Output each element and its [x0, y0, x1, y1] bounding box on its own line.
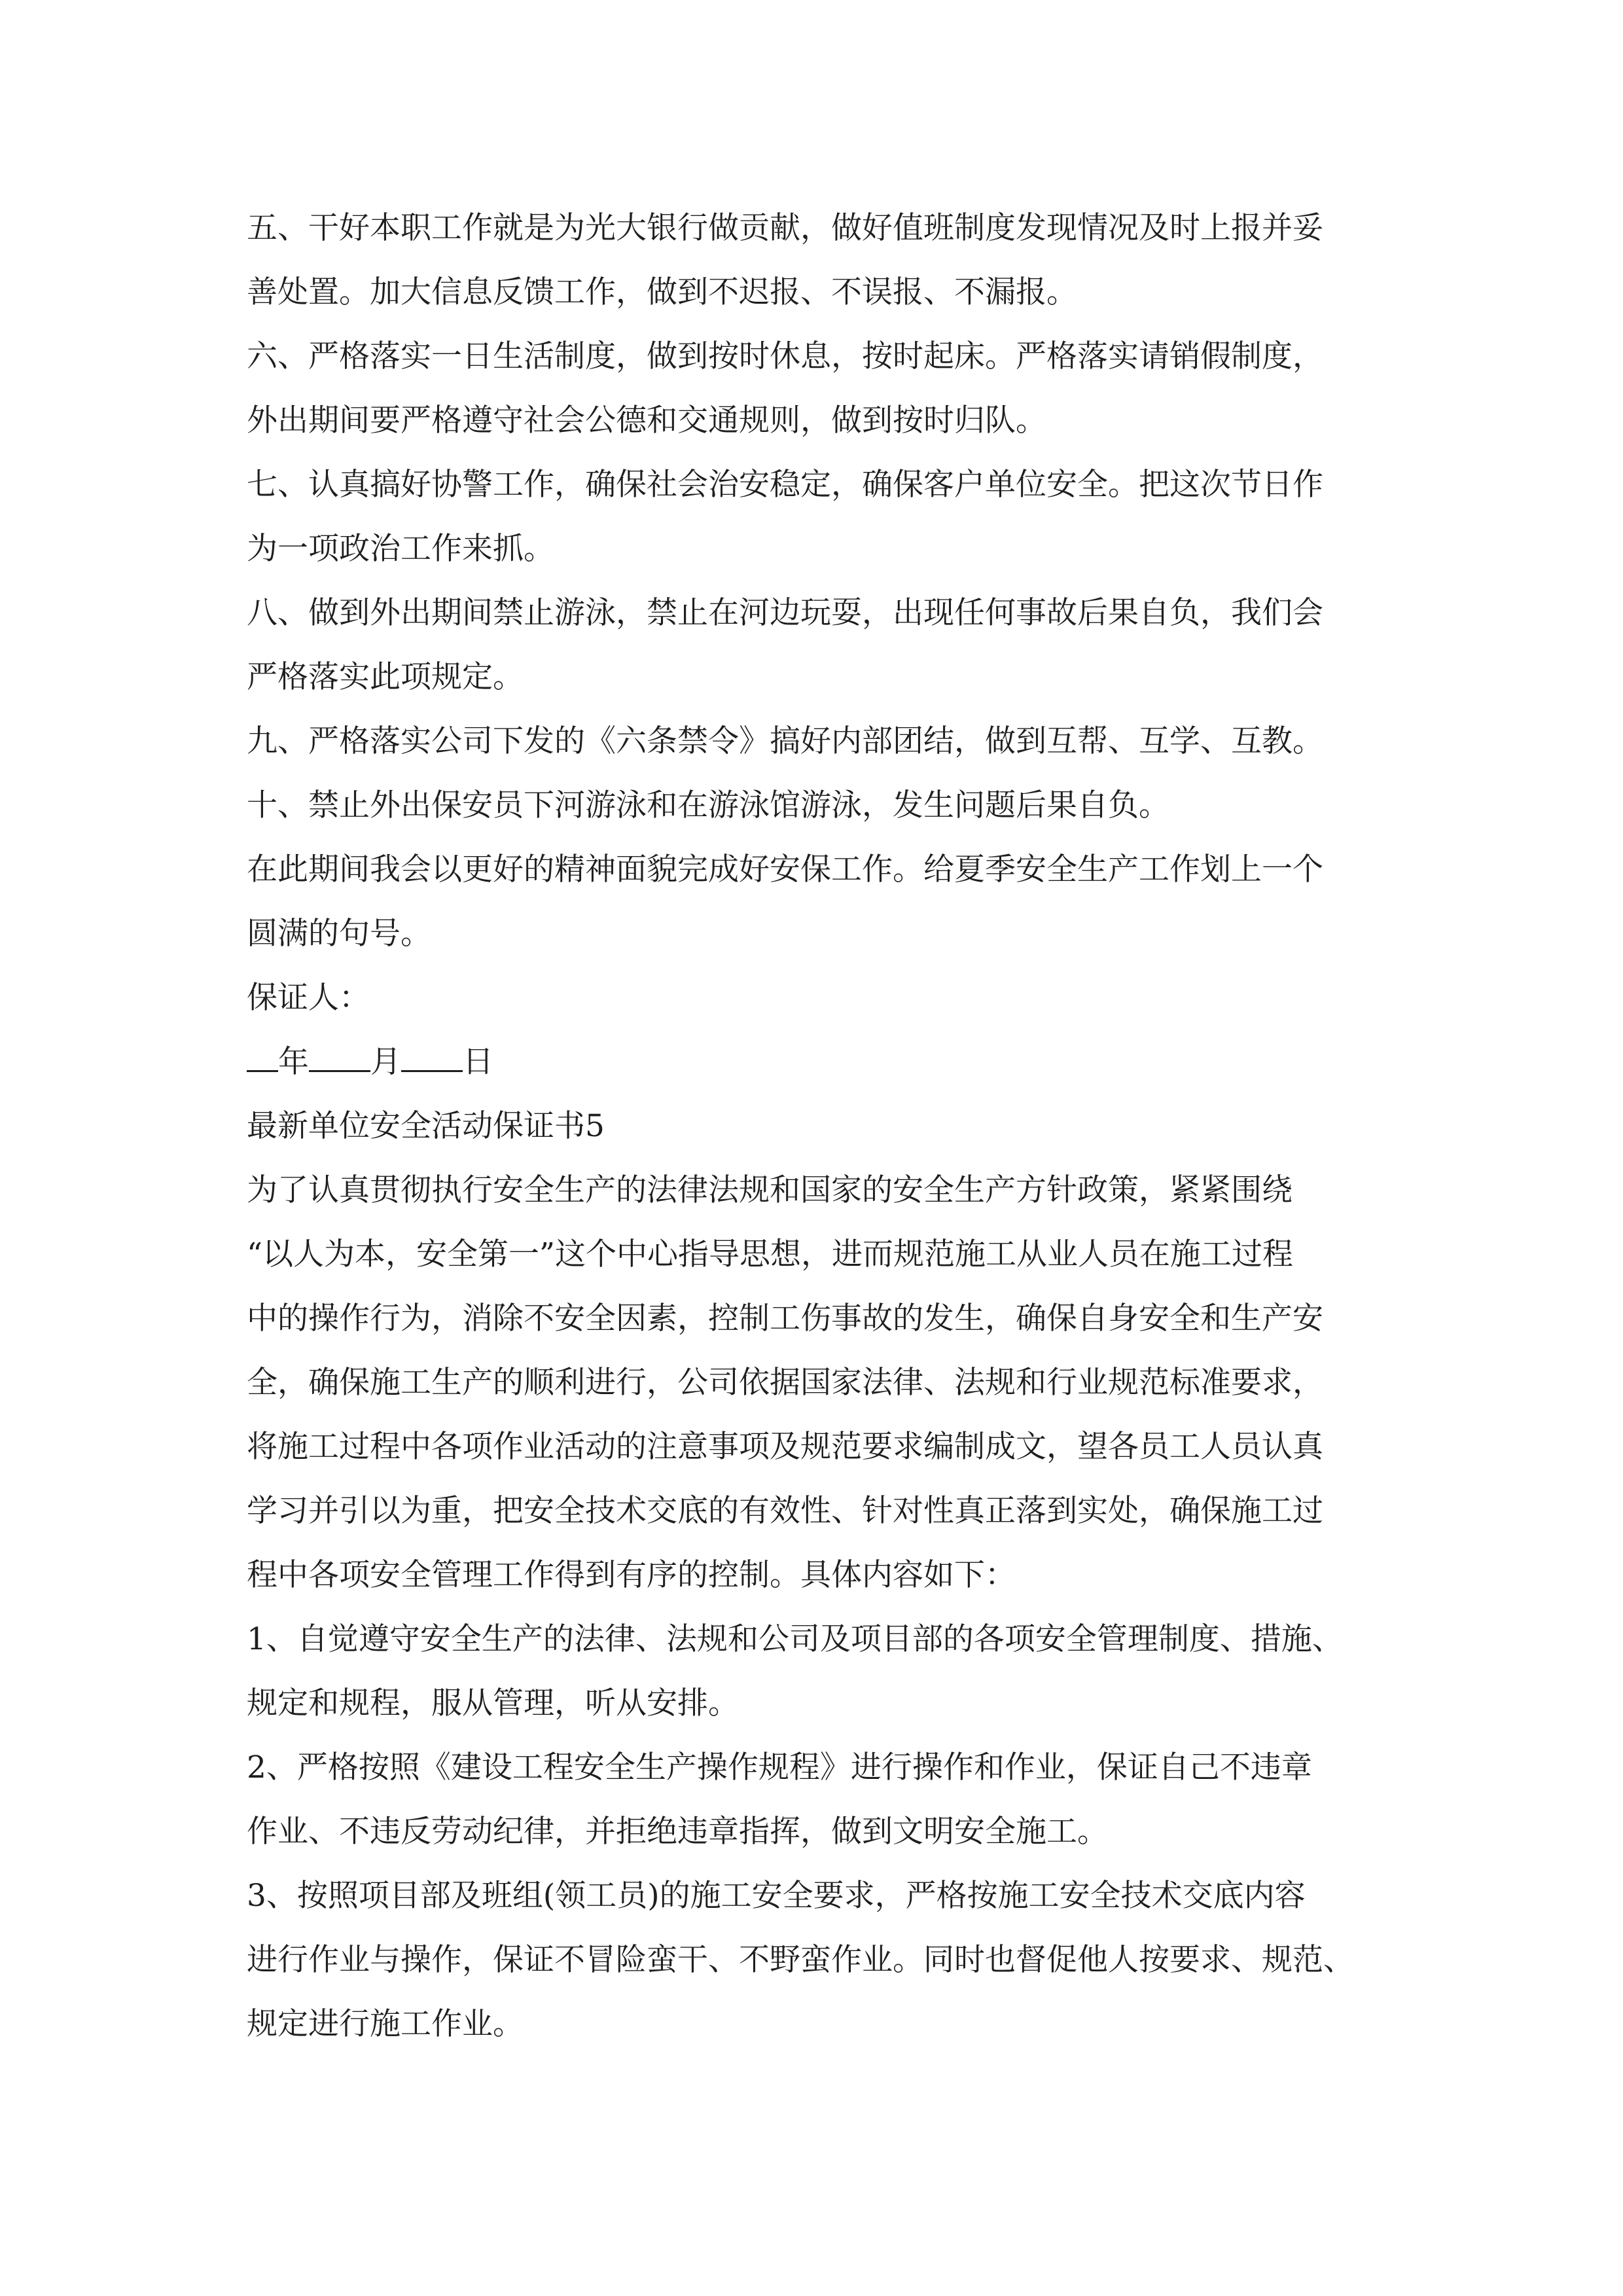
text-line: 3、按照项目部及班组(领工员)的施工安全要求，严格按施工安全技术交底内容 [247, 1878, 1306, 1914]
text-line: 十、禁止外出保安员下河游泳和在游泳馆游泳，发生问题后果自负。 [247, 787, 1169, 823]
text-line: 程中各项安全管理工作得到有序的控制。具体内容如下： [247, 1557, 1016, 1593]
text-line: 为一项政治工作来抓。 [247, 531, 554, 567]
text-line: 规定和规程，服从管理，听从安排。 [247, 1685, 739, 1721]
text-line: 作业、不违反劳动纪律，并拒绝违章指挥，做到文明安全施工。 [247, 1814, 1108, 1850]
month-blank [309, 1044, 370, 1072]
day-blank [401, 1044, 463, 1072]
date-line [247, 1030, 1405, 1094]
text-line: 进行作业与操作，保证不冒险蛮干、不野蛮作业。同时也督促他人按要求、规范、 [247, 1942, 1354, 1978]
text-line: 圆满的句号。 [247, 916, 431, 952]
text-line: 为了认真贯彻执行安全生产的法律法规和国家的安全生产方针政策，紧紧围绕 [247, 1172, 1293, 1208]
text-line: 规定进行施工作业。 [247, 2006, 524, 2042]
text-line: 善处置。加大信息反馈工作，做到不迟报、不误报、不漏报。 [247, 274, 1077, 310]
month-label: 月 [370, 1044, 401, 1080]
day-label: 日 [463, 1044, 493, 1080]
text-line: 将施工过程中各项作业活动的注意事项及规范要求编制成文，望各员工人员认真 [247, 1429, 1323, 1465]
signer-label: 保证人： [247, 980, 370, 1016]
text-line: 严格落实此项规定。 [247, 659, 524, 695]
text-line: “以人为本，安全第一”这个中心指导思想，进而规范施工从业人员在施工过程 [247, 1236, 1294, 1272]
text-line: 九、严格落实公司下发的《六条禁令》搞好内部团结，做到互帮、互学、互教。 [247, 723, 1323, 759]
text-line: 五、干好本职工作就是为光大银行做贡献，做好值班制度发现情况及时上报并妥 [247, 210, 1323, 246]
text-line: 全，确保施工生产的顺利进行，公司依据国家法律、法规和行业规范标准要求， [247, 1365, 1323, 1401]
text-line: 外出期间要严格遵守社会公德和交通规则，做到按时归队。 [247, 403, 1046, 439]
text-line: 学习并引以为重，把安全技术交底的有效性、针对性真正落到实处，确保施工过 [247, 1493, 1323, 1529]
text-line: 中的操作行为，消除不安全因素，控制工伤事故的发生，确保自身安全和生产安 [247, 1300, 1323, 1336]
text-line: 1、自觉遵守安全生产的法律、法规和公司及项目部的各项安全管理制度、措施、 [247, 1621, 1343, 1657]
text-line: 八、做到外出期间禁止游泳，禁止在河边玩耍，出现任何事故后果自负，我们会 [247, 595, 1323, 631]
text-line: 七、认真搞好协警工作，确保社会治安稳定，确保客户单位安全。把这次节日作 [247, 467, 1323, 503]
text-line: 在此期间我会以更好的精神面貌完成好安保工作。给夏季安全生产工作划上一个 [247, 852, 1323, 888]
year-blank [247, 1044, 278, 1072]
year-label: 年 [278, 1044, 309, 1080]
document-body [247, 196, 1405, 2056]
text-line: 六、严格落实一日生活制度，做到按时休息，按时起床。严格落实请销假制度， [247, 338, 1323, 374]
text-line: 2、严格按照《建设工程安全生产操作规程》进行操作和作业，保证自己不违章 [247, 1749, 1312, 1785]
section-title: 最新单位安全活动保证书5 [247, 1108, 605, 1144]
